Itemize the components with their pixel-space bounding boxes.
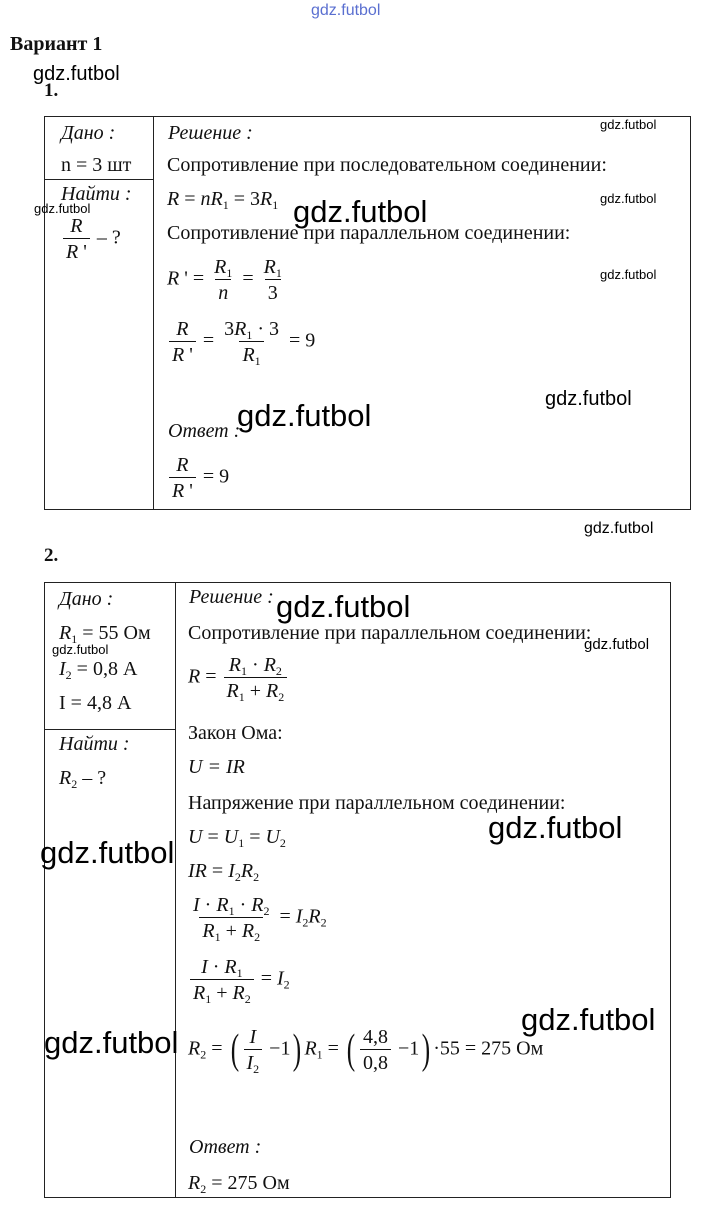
value: = 55 Ом <box>82 622 151 644</box>
value: = 275 Ом <box>211 1172 290 1194</box>
final-value: ·55 = 275 Ом <box>433 1037 544 1060</box>
task2-answer-value: $R_2 = 275$ Ом <box>188 1172 290 1196</box>
task2-find-r2: $R_2$ – ? <box>59 767 107 791</box>
task2-formula-r: R = $\frac{R_1 \cdot R_2}{R_1 + R_2}$ <box>188 655 289 701</box>
watermark: gdz.futbol <box>600 267 657 282</box>
task2-u-ir: U = IR <box>188 756 245 778</box>
variant-title: Вариант 1 <box>10 33 103 55</box>
colon: : <box>267 586 274 608</box>
colon: : <box>254 1136 262 1158</box>
task1-formula-series: $R = nR_1 = 3R_1$ <box>167 188 279 212</box>
task1-answer-label: Ответ <box>168 420 229 442</box>
watermark: gdz.futbol <box>488 810 623 845</box>
watermark: gdz.futbol <box>293 194 428 229</box>
task1-solution-cell <box>154 117 691 510</box>
watermark: gdz.futbol <box>44 1025 179 1060</box>
task2-given-label: Дано <box>59 588 102 610</box>
task1-find-formula: $\frac{R}{R '}$ – ? <box>61 216 121 262</box>
task2-solution-cell <box>176 583 671 1198</box>
watermark: gdz.futbol <box>600 117 657 132</box>
task2-given-i2: $I_2 = 0,8$ А <box>59 658 138 682</box>
task2-text-voltage: Напряжение при параллельном соединении: <box>188 792 566 814</box>
task2-given-r1: $R_1 = 55$ Ом <box>59 622 151 646</box>
task1-number: 1. <box>44 80 59 101</box>
watermark: gdz.futbol <box>276 589 411 624</box>
colon: : <box>122 733 130 755</box>
task2-find-label: Найти <box>59 733 118 755</box>
colon: : <box>106 588 114 610</box>
suffix: – ? <box>82 767 107 789</box>
colon: : <box>108 122 116 144</box>
colon: : <box>124 183 132 205</box>
watermark: gdz.futbol <box>237 398 372 433</box>
task1-given-cell <box>45 117 154 180</box>
task1-text-series: Сопротивление при последовательном соединении: <box>167 154 607 176</box>
watermark: gdz.futbol <box>40 835 175 870</box>
watermark: gdz.futbol <box>600 191 657 206</box>
value: = 0,8 А <box>76 658 138 680</box>
task2-ohm-law: Закон Ома: <box>188 722 283 744</box>
watermark: gdz.futbol <box>521 1002 656 1037</box>
task1-answer-value: = 9 <box>202 465 230 488</box>
task1-text-parallel: Сопротивление при параллельном соединении: <box>167 222 571 244</box>
watermark: gdz.futbol <box>584 520 654 537</box>
watermark: gdz.futbol <box>52 642 109 657</box>
task2-formula-step1: $\frac{I \cdot R_1 \cdot R_2}{R_1 + R_2}$ = $I_2R_2$ <box>193 894 327 944</box>
task2-formula-final: $R_2$ = ( $\frac{I}{I_2}$ −1) $R_1$ = ( $\frac{4,8}{0,8}$ −1) ·55 = 275 Ом <box>188 1026 544 1076</box>
task1-solution-label: Решение <box>168 122 242 144</box>
task2-text-parallel: Сопротивление при параллельном соединении: <box>188 622 592 644</box>
task2-formula-step2: $\frac{I \cdot R_1}{R_1 + R_2}$ = $I_2$ <box>188 957 290 1003</box>
task2-formula-u: $U = U_1 = U_2$ <box>188 826 286 850</box>
task2-solution-label: Решение <box>189 586 263 608</box>
watermark: gdz.futbol <box>34 201 91 216</box>
task1-find-cell <box>45 180 154 510</box>
task1-table <box>44 116 691 510</box>
task2-formula-ir: IR = $I_2R_2$ <box>188 860 260 884</box>
watermark: gdz.futbol <box>584 636 650 653</box>
task2-given-i: I = 4,8 А <box>59 692 132 714</box>
task1-formula-ratio: $\frac{R}{R '}$ = $\frac{3R_1 \cdot 3}{R_1}$ = 9 <box>167 319 315 365</box>
watermark: gdz.futbol <box>545 388 632 410</box>
task2-number: 2. <box>44 545 59 566</box>
colon: : <box>246 122 253 144</box>
task1-given-label: Дано <box>61 122 104 144</box>
task1-find-suffix: – ? <box>96 226 121 249</box>
task2-find-cell <box>44 730 179 1198</box>
task1-answer-formula: $\frac{R}{R '}$ = 9 <box>167 455 229 501</box>
watermark-top: gdz.futbol <box>311 2 381 19</box>
task1-given-n: n = 3 шт <box>61 154 132 176</box>
colon: : <box>233 420 241 442</box>
task2-table <box>44 582 671 1198</box>
watermark: gdz.futbol <box>33 63 120 85</box>
task1-formula-parallel: R ' = $\frac{R_1}{n}$ = $\frac{R_1}{3}$ <box>167 256 282 304</box>
task2-answer-label: Ответ <box>189 1136 250 1158</box>
task1-find-label: Найти <box>61 183 120 205</box>
